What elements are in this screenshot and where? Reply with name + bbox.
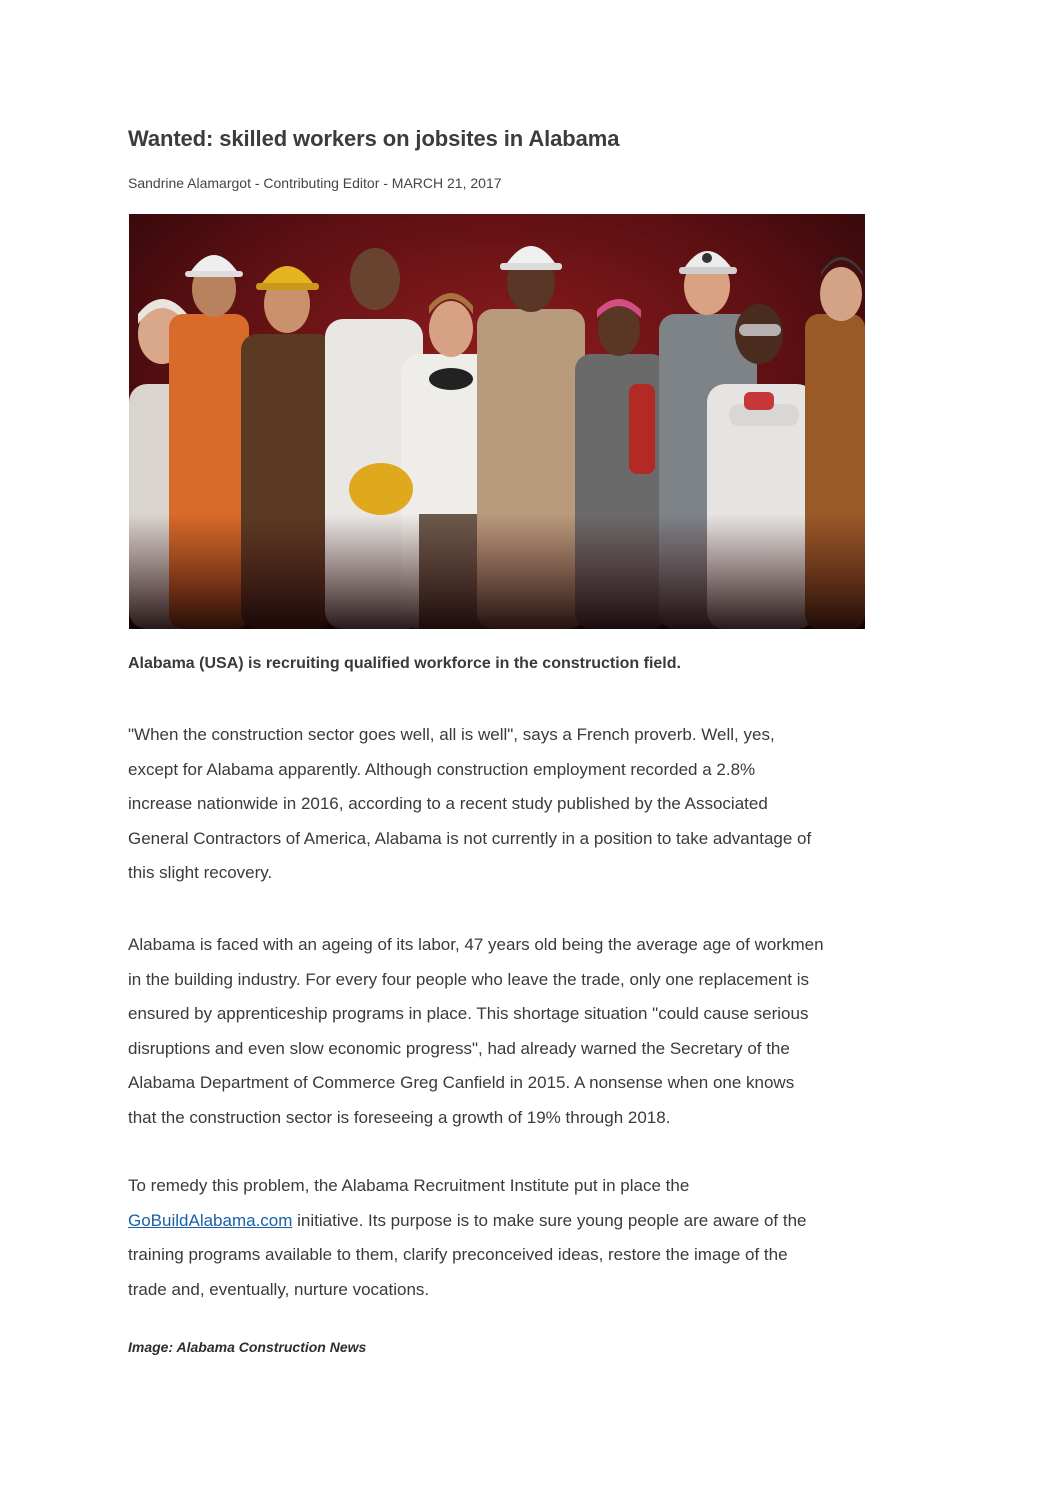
paragraph-line: To remedy this problem, the Alabama Recruitment Institute put in place the — [128, 1176, 690, 1195]
article-lead: Alabama (USA) is recruiting qualified workforce in the construction field. — [128, 655, 681, 672]
paragraph-line: General Contractors of America, Alabama is not currently in a position to take advantage of — [128, 828, 812, 848]
paragraph-line: ensured by apprenticeship programs in place. This shortage situation "could cause serious — [128, 1004, 809, 1024]
paragraph-line-with-link — [128, 1204, 928, 1239]
article-title: Wanted: skilled workers on jobsites in Alabama — [128, 126, 620, 151]
paragraph-line: except for Alabama apparently. Although construction employment recorded a 2.8% — [128, 759, 756, 779]
paragraph-line-rest: initiative. Its purpose is to make sure young people are aware of the — [292, 1210, 807, 1230]
paragraph-line: in the building industry. For every four people who leave the trade, only one replacement is — [128, 969, 810, 989]
article-byline: Sandrine Alamargot - Contributing Editor - MARCH 21, 2017 — [128, 175, 502, 191]
paragraph-line: disruptions and even slow economic progress", had already warned the Secretary of the — [128, 1038, 790, 1058]
article-paragraph-2 — [128, 928, 928, 1136]
article-paragraph-1 — [128, 718, 928, 891]
paragraph-line: Alabama is faced with an ageing of its labor, 47 years old being the average age of workmen — [128, 935, 824, 954]
image-credit: Image: Alabama Construction News — [128, 1339, 367, 1355]
gobuildalabama-link[interactable]: GoBuildAlabama.com — [128, 1210, 293, 1230]
paragraph-line: this slight recovery. — [128, 863, 273, 883]
paragraph-line: trade and, eventually, nurture vocations. — [128, 1279, 430, 1299]
hero-photo-construction-workers — [129, 214, 865, 629]
paragraph-line: "When the construction sector goes well, all is well", says a French proverb. Well, yes, — [128, 725, 775, 744]
article-paragraph-3 — [128, 1169, 928, 1307]
paragraph-line: training programs available to them, clarify preconceived ideas, restore the image of the — [128, 1245, 788, 1265]
paragraph-line: increase nationwide in 2016, according to a recent study published by the Associated — [128, 794, 768, 814]
paragraph-line: Alabama Department of Commerce Greg Canfield in 2015. A nonsense when one knows — [128, 1073, 795, 1093]
paragraph-line: that the construction sector is foreseeing a growth of 19% through 2018. — [128, 1107, 671, 1127]
